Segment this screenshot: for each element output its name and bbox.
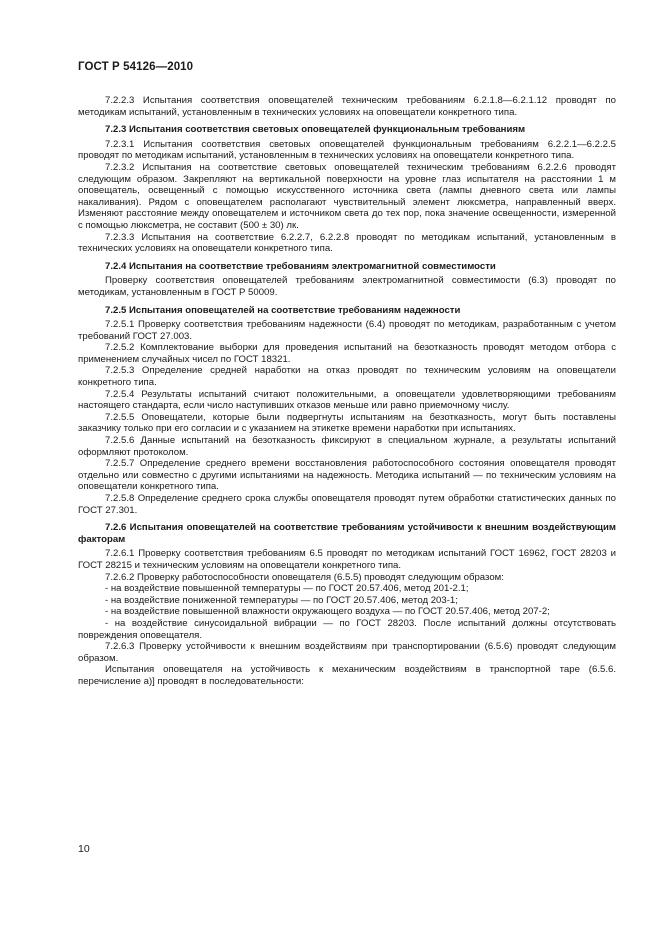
section-heading: 7.2.6 Испытания оповещателей на соответствие требованиям устойчивости к внешним воздействующим факторам (78, 522, 616, 545)
section-heading: 7.2.4 Испытания на соответствие требованиям электромагнитной совместимости (105, 260, 496, 272)
paragraph: 7.2.5.1 Проверку соответствия требованиям надежности (6.4) проводят по методикам, разработанным с учетом требований ГОСТ 27.003. (78, 319, 616, 342)
paragraph: 7.2.5.7 Определение среднего времени восстановления работоспособного состояния оповещателя проводят отдельно или совместно с другими испытаниями на надежность. Методика испытаний — по техническим условиям на оповещатели конкретного типа. (78, 458, 616, 493)
list-item: - на воздействие синусоидальной вибрации — по ГОСТ 28203. После испытаний должны отсутствовать повреждения оповещателя. (78, 617, 616, 641)
document-body (78, 95, 616, 688)
section-heading: 7.2.5 Испытания оповещателей на соответствие требованиям надежности (105, 304, 461, 316)
section-heading: 7.2.3 Испытания соответствия световых оповещателей функциональным требованиям (105, 124, 526, 136)
paragraph: 7.2.5.5 Оповещатели, которые были подвергнуты испытаниям на безотказность, могут быть поставлены заказчику только при его согласии и с указанием на этикетке времени наработки при испытаниях. (78, 411, 616, 435)
paragraph: 7.2.3.1 Испытания соответствия световых оповещателей функциональным требованиям 6.2.2.1—6.2.2.5 проводят по методикам испытаний, установленным в технических условиях на оповещатели конкретного типа. (78, 138, 616, 162)
paragraph: 7.2.5.3 Определение средней наработки на отказ проводят по техническим условиям на оповещатели конкретного типа. (78, 365, 616, 389)
paragraph: 7.2.5.8 Определение среднего срока службы оповещателя проводят путем обработки статистических данных по ГОСТ 27.301. (78, 493, 616, 516)
standard-designation: ГОСТ Р 54126—2010 (78, 61, 194, 73)
paragraph: Проверку соответствия оповещателей требованиям электромагнитной совместимости (6.3) проводят по методикам, установленным в ГОСТ Р 50009. (78, 275, 616, 298)
list-item: - на воздействие пониженной температуры — по ГОСТ 20.57.406, метод 203-1; (105, 594, 458, 606)
list-item: - на воздействие повышенной температуры — по ГОСТ 20.57.406, метод 201-2.1; (105, 583, 469, 595)
paragraph: 7.2.3.3 Испытания на соответствие 6.2.2.7, 6.2.2.8 проводят по методикам испытаний, установленным в технических условиях на оповещатели конкретного типа. (78, 231, 616, 255)
paragraph: Испытания оповещателя на устойчивость к механическим воздействиям в транспортной таре (6.5.6. перечисление а)] проводят в последовательности: (78, 664, 616, 687)
paragraph: 7.2.3.2 Испытания на соответствие световых оповещателей техническим требованиям 6.2.2.6 проводят следующим образом. Закрепляют на вертикальной поверхности на уровне глаз испытателя на расстоянии 1 м оповещатель, освещенный с помощью искусственного источника света (лампы дневного света или лампы накаливания). Рядом с оповещателем располагают чувствительный элемент люксметра, направленный вверх. Изменяют расстояние между оповещателем и источником света до тех пор, пока значение освещенности, измеренной с помощью люксметра, не составит (500 ± 30) лк. (78, 161, 616, 231)
page-number: 10 (78, 843, 90, 855)
paragraph: 7.2.5.2 Комплектование выборки для проведения испытаний на безотказность проводят методом отбора с применением случайных чисел по ГОСТ 18321. (78, 342, 616, 365)
paragraph: 7.2.6.1 Проверку соответствия требованиям 6.5 проводят по методикам испытаний ГОСТ 16962, ГОСТ 28203 и ГОСТ 28215 и техническим условиям на оповещатели конкретного типа. (78, 548, 616, 571)
paragraph: 7.2.2.3 Испытания соответствия оповещателей техническим требованиям 6.2.1.8—6.2.1.12 проводят по методикам испытаний, установленным в технических условиях на оповещатели конкретного типа. (78, 95, 616, 118)
paragraph: 7.2.5.4 Результаты испытаний считают положительными, а оповещатели удовлетворяющими требованиям настоящего стандарта, если число наступивших отказов меньше или равно приемочному числу. (78, 388, 616, 412)
paragraph: 7.2.5.6 Данные испытаний на безотказность фиксируют в специальном журнале, а результаты испытаний оформляют протоколом. (78, 435, 616, 458)
paragraph: 7.2.6.3 Проверку устойчивости к внешним воздействиям при транспортировании (6.5.6) проводят следующим образом. (78, 641, 616, 664)
list-item: - на воздействие повышенной влажности окружающего воздуха — по ГОСТ 20.57.406, метод 207-2; (105, 606, 550, 618)
paragraph: 7.2.6.2 Проверку работоспособности оповещателя (6.5.5) проводят следующим образом: (105, 571, 504, 583)
